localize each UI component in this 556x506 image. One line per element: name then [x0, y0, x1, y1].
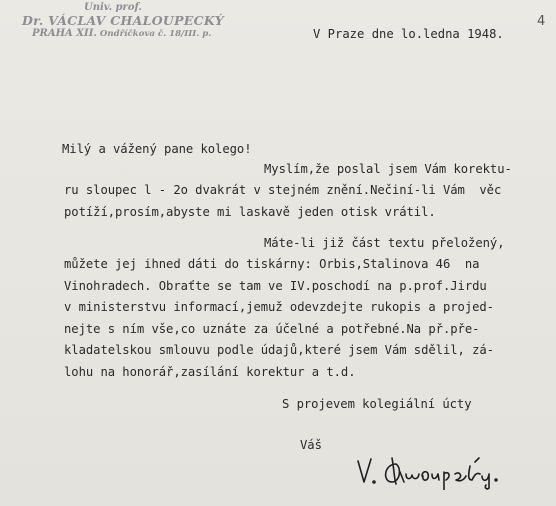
closing: S projevem kolegiální úcty	[282, 397, 472, 411]
body-line: ru sloupec l - 2o dvakrát v stejném znění.Nečiní-li Vám věc	[64, 183, 502, 197]
body-line: můžete jej ihned dáti do tiskárny: Orbis,Stalinova 46 na	[64, 257, 480, 271]
letterhead-city: PRAHA XII.	[32, 27, 97, 39]
body-line: potíží,prosím,abyste mi laskavě jeden otisk vrátil.	[64, 205, 436, 219]
body-line: kladatelskou smlouvu podle údajů,které jsem Vám sdělil, zá-	[64, 343, 494, 357]
body-line: Myslím,že poslal jsem Vám korektu-	[264, 162, 512, 176]
letterhead-name: Dr. VÁCLAV CHALOUPECKÝ	[22, 12, 224, 28]
salutation: Milý a vážený pane kolego!	[62, 142, 252, 156]
letterhead-street: Ondříčkova č. 18/III. p.	[99, 28, 212, 39]
body-line: Máte-li již část textu přeložený,	[264, 236, 505, 250]
handwritten-signature	[356, 452, 506, 490]
valediction: Váš	[300, 438, 322, 452]
body-line: nejte s ním vše,co uznáte za účelné a potřebné.Na př.pře-	[64, 322, 480, 336]
letter-date: V Praze dne lo.ledna 1948.	[313, 27, 504, 41]
body-line: v ministerstvu informací,jemuž odevzdejte rukopis a projed-	[64, 300, 494, 314]
body-line: Vinohradech. Obraťte se tam ve IV.poschodí na p.prof.Jirdu	[64, 279, 487, 293]
body-line: lohu na honorář,zasílání korektur a t.d.	[64, 365, 356, 379]
letterhead-address	[22, 28, 252, 40]
letterhead-stamp	[22, 2, 252, 40]
letterhead-title: Univ. prof.	[84, 2, 142, 13]
page-number: 4	[537, 14, 546, 29]
